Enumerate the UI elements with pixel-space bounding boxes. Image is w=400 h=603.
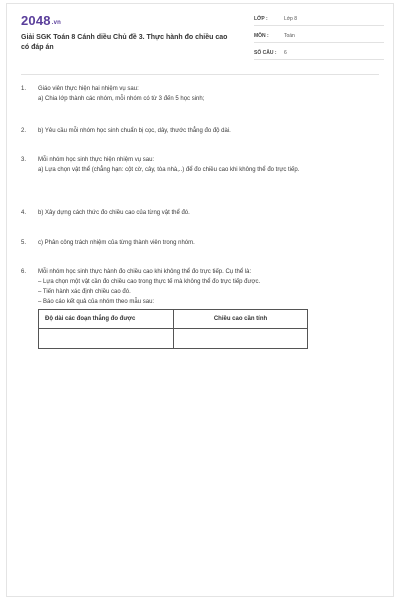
question-text: a) Lựa chọn vật thể (chẳng hạn: cột cờ, cây, tòa nhà,..) để đo chiều cao khi không thể đo trực tiếp.: [38, 167, 300, 173]
report-table: [38, 309, 308, 349]
table-cell: [39, 329, 174, 349]
table-row: [39, 329, 308, 349]
question-text: b) Yêu cầu mỗi nhóm học sinh chuẩn bị cọc, dây, thước thẳng đo độ dài.: [38, 128, 231, 134]
meta-class-label: LỚP :: [254, 16, 268, 22]
question-text: Mỗi nhóm học sinh thực hành đo chiều cao khi không thể đo trực tiếp. Cụ thể là:: [38, 269, 252, 275]
meta-subject-label: MÔN :: [254, 33, 269, 39]
question-text: Mỗi nhóm học sinh thực hiện nhiệm vụ sau:: [38, 157, 155, 163]
meta-question-count: [254, 48, 384, 60]
document-page: [6, 3, 394, 597]
meta-subject-value: Toán: [284, 33, 295, 39]
document-header: [7, 4, 393, 74]
site-logo[interactable]: [21, 13, 61, 28]
question-3: [21, 155, 377, 175]
logo-suffix: .vn: [51, 20, 62, 26]
meta-question-count-label: SỐ CÂU :: [254, 50, 277, 56]
question-number: 1.: [21, 86, 27, 92]
table-cell: [174, 329, 308, 349]
document-title: Giải SGK Toán 8 Cánh diều Chủ đề 3. Thực hành đo chiều cao có đáp án: [21, 34, 228, 51]
question-text: Giáo viên thực hiện hai nhiệm vụ sau:: [38, 86, 139, 92]
question-text: a) Chia lớp thành các nhóm, mỗi nhóm có từ 3 đến 5 học sinh;: [38, 96, 205, 102]
question-5: [21, 238, 377, 248]
meta-class: [254, 14, 384, 26]
question-number: 3.: [21, 157, 27, 163]
question-1: [21, 84, 377, 104]
meta-question-count-value: 6: [284, 50, 287, 56]
question-number: 5.: [21, 240, 27, 246]
question-2: [21, 126, 377, 136]
question-text: – Báo cáo kết quả của nhóm theo mẫu sau:: [38, 299, 155, 305]
header-divider: [21, 74, 379, 75]
table-header-row: [39, 310, 308, 329]
question-text: c) Phân công trách nhiệm của từng thành viên trong nhóm.: [38, 240, 195, 246]
question-number: 2.: [21, 128, 27, 134]
question-4: [21, 208, 377, 218]
meta-class-value: Lớp 8: [284, 16, 298, 22]
question-number: 6.: [21, 269, 27, 275]
question-text: – Lựa chọn một vật cần đo chiều cao trong thực tế mà không thể đo trực tiếp được.: [38, 279, 261, 285]
table-header-cell: Chiều cao cần tính: [174, 310, 308, 329]
table-header-cell: Độ dài các đoạn thẳng đo được: [39, 310, 174, 329]
question-number: 4.: [21, 210, 27, 216]
logo-text: 2048: [21, 13, 51, 28]
question-6: [21, 267, 377, 349]
question-text: – Tiến hành xác định chiều cao đó.: [38, 289, 131, 295]
meta-subject: [254, 31, 384, 43]
question-text: b) Xây dựng cách thức đo chiều cao của từng vật thể đó.: [38, 210, 190, 216]
